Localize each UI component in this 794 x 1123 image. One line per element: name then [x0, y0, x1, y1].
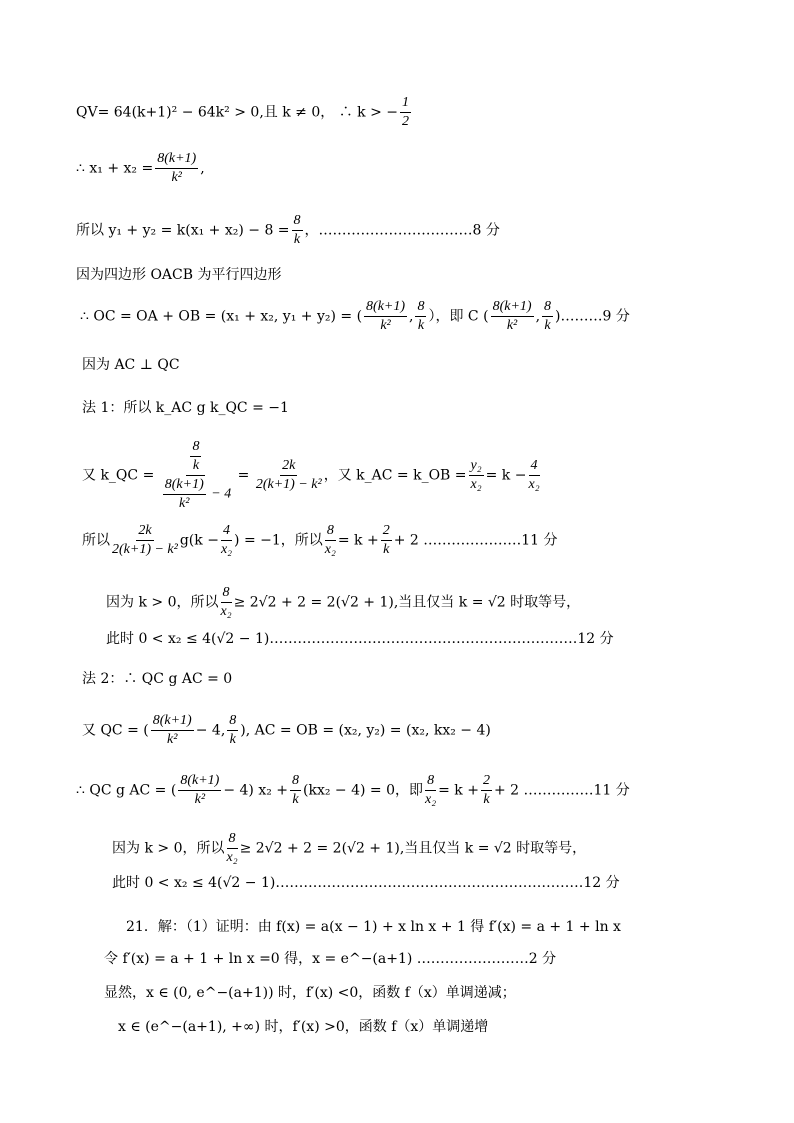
fraction-numerator: 8(k+1) — [364, 300, 407, 317]
fraction-4-x2 — [528, 459, 539, 492]
fraction-c-x-2 — [491, 300, 534, 333]
critical-point-text: 令 f′(x) = a + 1 + ln x =0 得，x = e^−(a+1) ……………………2 分 — [104, 951, 557, 967]
fraction-denominator: k — [483, 792, 490, 807]
line-method1 — [82, 401, 289, 415]
fraction-numerator: 8 — [415, 300, 426, 317]
fraction-denominator: 2(k+1) − k² — [112, 542, 178, 557]
fraction-slope-qc-complex — [161, 440, 231, 511]
slope-ac-mid: = k − — [485, 467, 527, 484]
fraction-numerator: 8 — [290, 774, 301, 791]
line-inequality-1 — [106, 586, 580, 619]
line-range-1 — [106, 632, 614, 646]
dot-product-end: = k + — [438, 782, 479, 799]
fraction-denominator: k² — [380, 318, 391, 333]
fraction-denominator: k² — [171, 170, 182, 185]
line-sum-y — [76, 214, 500, 247]
fraction-denominator: x₂ — [425, 792, 437, 807]
fraction-numerator: 8 — [542, 300, 553, 317]
range-text: 此时 0 < x₂ ≤ 4(√2 − 1)…………………………………………………………12 分 — [106, 631, 614, 647]
fraction-denominator: x₂ — [470, 477, 482, 492]
fraction-c-x — [364, 300, 407, 333]
fraction-numerator: 8 — [227, 714, 238, 731]
dot-product-lead: ∴ QC g AC = ( — [76, 782, 177, 799]
fraction-dot-8x2 — [425, 774, 436, 807]
fraction-denominator: k — [293, 232, 301, 247]
line-increasing — [118, 1020, 488, 1034]
fraction-numerator: 4 — [221, 524, 232, 541]
fraction-2k — [112, 524, 178, 557]
decreasing-text: 显然，x ∈ (0, e^−(a+1)) 时，f′(x) <0，函数 f（x）单调递减； — [104, 985, 516, 1001]
line-decreasing — [104, 986, 516, 1000]
fraction-numerator: 8 — [325, 524, 336, 541]
increasing-text: x ∈ (e^−(a+1), +∞) 时，f′(x) >0，函数 f（x）单调递增 — [118, 1019, 489, 1035]
fraction-numerator: 8(k+1) — [491, 300, 534, 317]
fraction-numerator: 8(k+1) — [151, 714, 194, 731]
inequality-lead: 因为 k > 0，所以 — [106, 594, 219, 611]
fraction-sum-x — [155, 152, 198, 185]
fraction-denominator: x₂ — [324, 542, 336, 557]
sum-y-tail: ，……………………………8 分 — [304, 222, 500, 239]
product-tail: + 2 …………………11 分 — [393, 532, 558, 549]
fraction-denominator: k² — [179, 496, 190, 511]
sum-x-tail: , — [200, 160, 205, 177]
fraction-numerator: 8 — [292, 214, 303, 231]
fraction-8k1-over-k2 — [163, 478, 206, 511]
fraction-8-x2-d — [226, 832, 237, 865]
fraction-denominator: 2 — [402, 114, 409, 129]
fraction-denominator: k — [417, 318, 425, 333]
fraction-denominator: x₂ — [220, 604, 232, 619]
fraction-numerator: 2k — [136, 524, 153, 541]
parallelogram-text: 因为四边形 OACB 为平行四边形 — [76, 267, 282, 283]
fraction-slope-qc-simplified — [256, 459, 322, 492]
fraction-denominator: 2(k+1) − k² — [255, 477, 322, 492]
fraction-denominator: k — [229, 732, 236, 747]
line-perpendicular — [82, 358, 180, 372]
discriminant-text: QV= 64(k+1)² − 64k² > 0,且 k ≠ 0， ∴ k > − — [76, 104, 398, 121]
line-slope-qc: 又 k_QC = $\frac{8}{k}$ $\frac{8(k+1)}{\text{k²}}$ − 4 = $\frac{2k}{\text{2(k+1) − k²}}$ ，又 k_AC = k_OB = $\frac{\text{y₂}}{\text{x₂}}$ = k − $\frac{4}{\text{x₂}}$ — [82, 439, 540, 511]
fraction-numerator — [186, 440, 205, 476]
fraction-denominator: x₂ — [528, 477, 540, 492]
line-sum-x — [76, 152, 205, 185]
fraction-numerator: 8(k+1) — [155, 152, 198, 169]
fraction-dot-8k — [290, 774, 301, 807]
fraction-denominator: x₂ — [226, 850, 238, 865]
fraction-8-x2-c — [220, 586, 231, 619]
method2-text: 法 2：∴ QC g AC = 0 — [82, 671, 233, 687]
line-range-2 — [112, 876, 620, 890]
slope-qc-lead: 又 k_QC = — [82, 467, 155, 484]
fraction-numerator: 2k — [280, 459, 297, 476]
fraction-denominator: k — [192, 458, 200, 473]
fraction-numerator: 8(k+1) — [178, 774, 221, 791]
dot-product-mid2: (kx₂ − 4) = 0，即 — [303, 782, 424, 799]
line-vector-oc: ∴ OC = OA + OB = (x₁ + x₂, y₁ + y₂) = ( $\frac{8(k+1)}{\text{k²}}$ , $\frac{8}{k}$ ），即 C ( $\frac{8(k+1)}{\text{k²}}$ , $\frac{8}{k}$ )………9 分 — [80, 299, 630, 333]
fraction-denominator: k² — [506, 318, 518, 333]
vector-oc-tail: )………9 分 — [555, 308, 630, 325]
fraction-denominator: k — [544, 318, 551, 333]
method1-text: 法 1：所以 k_AC g k_QC = −1 — [82, 400, 289, 416]
vector-oc-mid: ），即 C ( — [428, 308, 489, 325]
fraction-numerator: 4 — [529, 459, 540, 476]
vector-qc-mid: − 4, — [195, 722, 226, 739]
product-mid: g(k − — [179, 532, 219, 549]
line-inequality-2 — [112, 832, 586, 865]
fraction-numerator: 2 — [381, 524, 392, 541]
fraction-8-x2 — [325, 524, 336, 557]
fraction-denominator: k² — [167, 732, 178, 747]
fraction-c-y — [415, 300, 426, 333]
line-critical-point — [104, 952, 556, 966]
fraction-numerator: 2 — [481, 774, 492, 791]
range2-text: 此时 0 < x₂ ≤ 4(√2 − 1)…………………………………………………………12 分 — [112, 875, 620, 891]
fraction-sum-y — [292, 214, 303, 247]
fraction-numerator: y₂ — [469, 459, 484, 476]
q21-proof-text: 21．解：（1）证明：由 f(x) = a(x − 1) + x ln x + 1 得 f′(x) = a + 1 + ln x — [126, 919, 621, 935]
vector-qc-tail: ), AC = OB = (x₂, y₂) = (x₂, kx₂ − 4) — [240, 722, 491, 739]
fraction-8-over-k — [190, 440, 201, 473]
line-parallelogram — [76, 268, 282, 282]
fraction-denominator: k — [292, 792, 299, 807]
line-q21-proof — [126, 920, 621, 934]
fraction-4-x2-b — [221, 524, 232, 557]
fraction-denominator: x₂ — [220, 542, 233, 557]
dot-product-mid: − 4) x₂ + — [223, 782, 289, 799]
slope-ac-lead: ，又 k_AC = k_OB = — [323, 467, 467, 484]
fraction-numerator: 1 — [400, 96, 411, 113]
fraction-one-half — [400, 96, 411, 129]
fraction-denominator: k — [383, 542, 390, 557]
fraction-numerator: 8 — [221, 586, 232, 603]
product-lead: 所以 — [82, 532, 110, 549]
fraction-numerator: 8 — [425, 774, 436, 791]
perpendicular-text: 因为 AC ⊥ QC — [82, 357, 180, 373]
inequality2-lead: 因为 k > 0，所以 — [112, 840, 225, 857]
line-vector-qc — [82, 714, 491, 747]
line-product-equation — [82, 524, 558, 557]
fraction-denominator: k² — [194, 792, 206, 807]
fraction-y2-x2 — [469, 459, 484, 492]
line-method2 — [82, 672, 232, 686]
fraction-numerator: 8 — [227, 832, 238, 849]
fraction-qc-x — [151, 714, 194, 747]
fraction-qc-y — [227, 714, 238, 747]
fraction-dot-x — [178, 774, 221, 807]
dot-product-tail: + 2 ……………11 分 — [493, 782, 630, 799]
fraction-numerator: 8 — [190, 440, 201, 457]
fraction-c-y-2 — [542, 300, 553, 333]
vector-qc-lead: 又 QC = ( — [82, 722, 149, 739]
sum-y-lead: 所以 y₁ + y₂ = k(x₁ + x₂) − 8 = — [76, 222, 290, 239]
vector-oc-lead: ∴ OC = OA + OB = (x₁ + x₂, y₁ + y₂) = ( — [80, 308, 363, 325]
fraction-numerator: 8(k+1) — [163, 478, 206, 495]
line-dot-product — [76, 774, 630, 807]
inequality2-tail: ≥ 2√2 + 2 = 2(√2 + 1),当且仅当 k = √2 时取等号， — [239, 840, 587, 857]
product-mid2: ) = −1，所以 — [234, 532, 323, 549]
line-discriminant — [76, 96, 413, 129]
fraction-denominator: $\frac{8(k+1)}{\text{k²}}$ − 4 — [164, 477, 232, 511]
sum-x-lead: ∴ x₁ + x₂ = — [76, 160, 154, 177]
fraction-2-k — [381, 524, 392, 557]
product-end: = k + — [337, 532, 379, 549]
inequality-tail: ≥ 2√2 + 2 = 2(√2 + 1),当且仅当 k = √2 时取等号， — [233, 594, 581, 611]
fraction-dot-2k — [481, 774, 492, 807]
